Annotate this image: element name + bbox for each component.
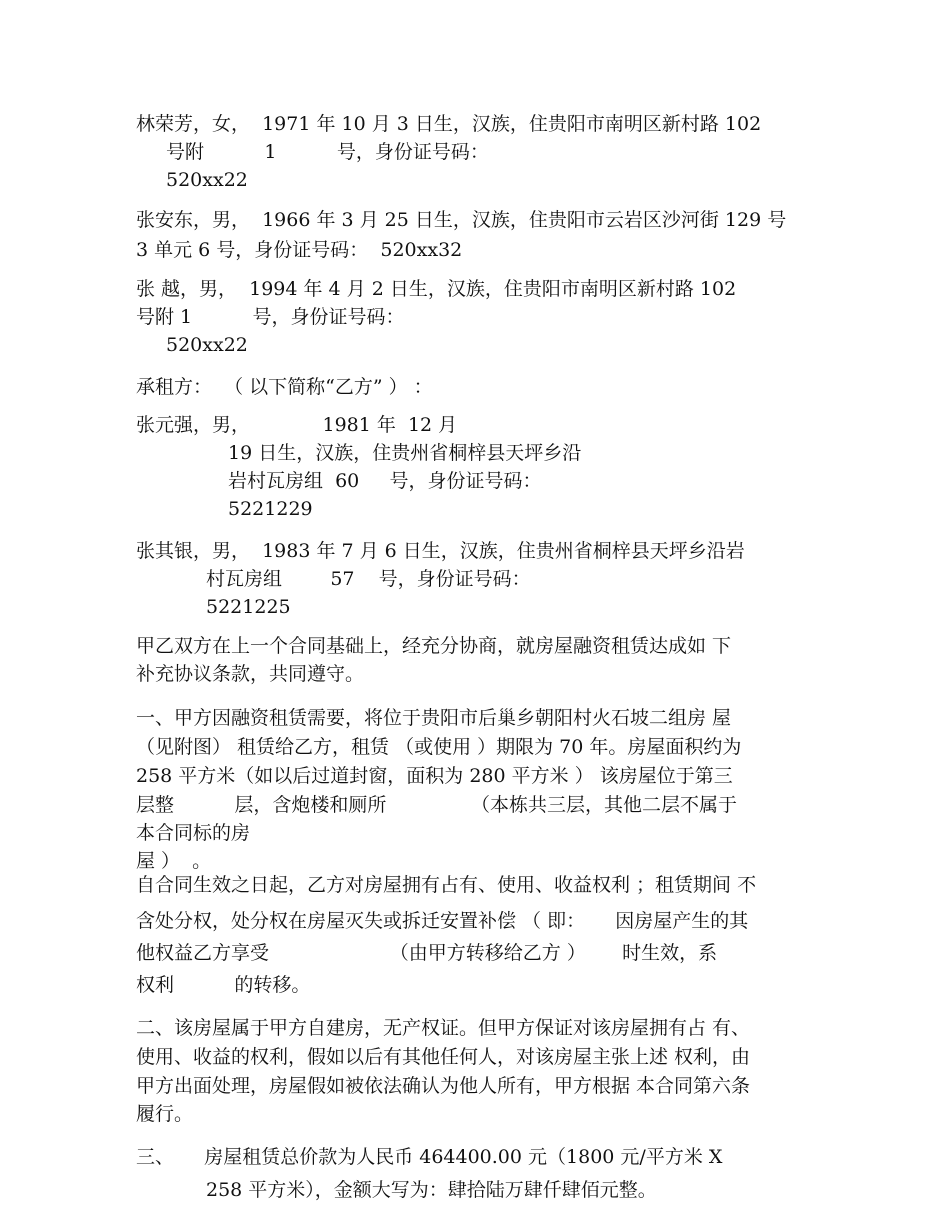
clause-1-line-10: 权利 的转移。 xyxy=(136,974,311,996)
clause-3-line-1: 三、 房屋租赁总价款为人民币 464400.00 元（1800 元/平方米 X xyxy=(136,1146,723,1168)
party-a3-line-2: 号附 1 号，身份证号码： xyxy=(136,306,405,328)
party-b2-line-2: 村瓦房组 57 号，身份证号码： xyxy=(206,568,531,590)
party-a2-line-1: 张安东，男， 1966 年 3 月 25 日生，汉族，住贵阳市云岩区沙河街 129 号 xyxy=(136,209,787,231)
party-b2-line-1: 张其银，男， 1983 年 7 月 6 日生，汉族，住贵州省桐梓县天坪乡沿岩 xyxy=(136,540,745,562)
party-a2-line-2: 3 单元 6 号，身份证号码： 520xx32 xyxy=(136,239,463,261)
clause-1-line-8: 含处分权，处分权在房屋灭失或拆迁安置补偿 （ 即： 因房屋产生的其 xyxy=(136,910,749,932)
party-b1-id: 5221229 xyxy=(228,498,313,520)
clause-1-line-5: 本合同标的房 xyxy=(136,822,251,844)
clause-2-line-1: 二、该房屋属于甲方自建房，无产权证。但甲方保证对该房屋拥有占 有、 xyxy=(136,1017,751,1039)
clause-1-line-1: 一、甲方因融资租赁需要，将位于贵阳市后巢乡朝阳村火石坡二组房 屋 xyxy=(136,707,732,729)
clause-1-line-3: 258 平方米（如以后过道封窗，面积为 280 平方米 ） 该房屋位于第三 xyxy=(136,765,733,787)
clause-2-line-2: 使用、收益的权利，假如以后有其他任何人，对该房屋主张上述 权利，由 xyxy=(136,1046,751,1068)
clause-1-line-6: 屋 ） 。 xyxy=(136,850,212,872)
preamble-line-1: 甲乙双方在上一个合同基础上，经充分协商，就房屋融资租赁达成如 下 xyxy=(136,635,732,657)
clause-1-line-4: 层整 层，含炮楼和厕所 （本栋共三层，其他二层不属于 xyxy=(136,794,737,816)
party-a3-line-1: 张 越，男， 1994 年 4 月 2 日生，汉族，住贵阳市南明区新村路 102 xyxy=(136,278,737,300)
party-a1-id: 520xx22 xyxy=(166,169,248,191)
party-a1-line-2: 号附 1 号，身份证号码： xyxy=(166,141,489,163)
clause-1-line-2: （见附图） 租赁给乙方，租赁 （或使用 ）期限为 70 年。房屋面积约为 xyxy=(136,736,742,758)
party-a3-id: 520xx22 xyxy=(166,334,248,356)
clause-2-line-3: 甲方出面处理，房屋假如被依法确认为他人所有，甲方根据 本合同第六条 xyxy=(136,1075,751,1097)
party-b2-id: 5221225 xyxy=(206,596,291,618)
party-b1-line-2: 19 日生，汉族，住贵州省桐梓县天坪乡沿 xyxy=(228,442,582,464)
party-b1-line-3: 岩村瓦房组 60 号，身份证号码： xyxy=(228,470,542,492)
lessee-heading: 承租方： （ 以下简称“乙方” ） ： xyxy=(136,376,433,398)
party-a1-line-1: 林荣芳，女， 1971 年 10 月 3 日生，汉族，住贵阳市南明区新村路 102 xyxy=(136,113,762,135)
clause-3-line-2: 258 平方米），金额大写为：肆拾陆万肆仟肆佰元整。 xyxy=(206,1179,657,1201)
clause-1-line-9: 他权益乙方享受 （由甲方转移给乙方 ） 时生效，系 xyxy=(136,942,718,964)
preamble-line-2: 补充协议条款，共同遵守。 xyxy=(136,663,365,685)
clause-1-line-7: 自合同生效之日起，乙方对房屋拥有占有、使用、收益权利 ；租赁期间 不 xyxy=(136,874,757,896)
party-b1-line-1: 张元强，男， 1981 年 12 月 xyxy=(136,414,458,436)
clause-2-line-4: 履行。 xyxy=(136,1103,194,1125)
